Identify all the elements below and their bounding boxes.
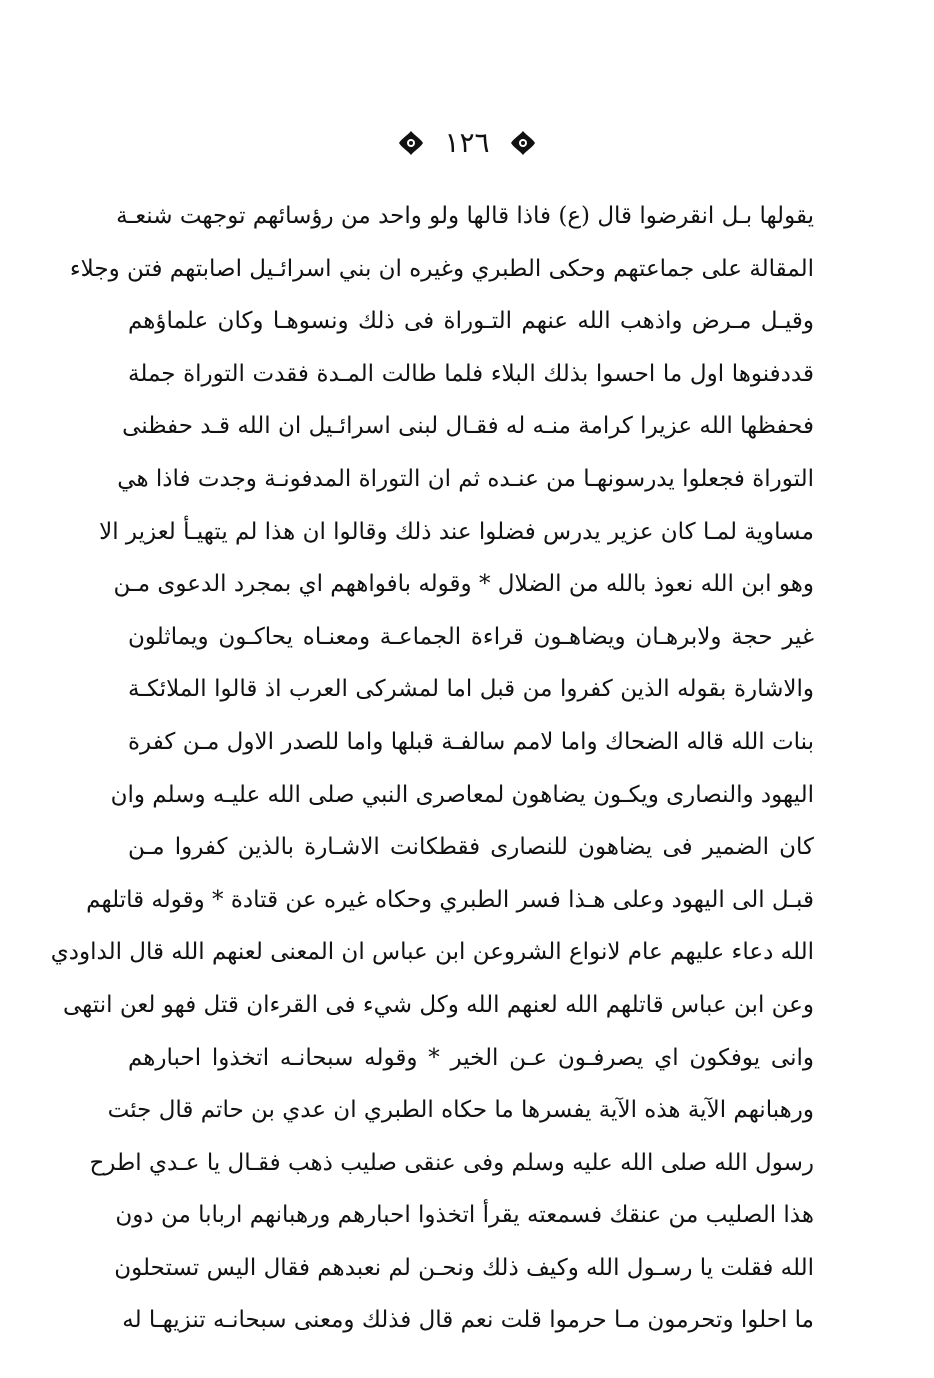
text-line: كان الضمير فى يضاهون للنصارى فقطكانت الاشـارة بالذين كفروا مـن [128, 834, 814, 861]
text-line: هذا الصليب من عنقك فسمعته يقرأ اتخذوا احبارهم ورهبانهم اربابا من دون [115, 1202, 814, 1229]
floral-ornament-icon [394, 126, 428, 160]
text-line: وانى يوفكون اي يصرفـون عـن الخير * وقوله سبحانـه اتخذوا احبارهم [128, 1044, 814, 1071]
text-line: وهو ابن الله نعوذ بالله من الضلال * وقوله بافواههم اي بمجرد الدعوى مـن [113, 571, 814, 598]
text-line: رسول الله صلى الله عليه وسلم وفى عنقى صليب ذهب فقـال يا عـدي اطرح [89, 1149, 814, 1176]
text-line: مساوية لمـا كان عزير يدرس فضلوا عند ذلك وقالوا ان هذا لم يتهيـأ لعزير الا [99, 518, 814, 545]
text-line: بنات الله قاله الضحاك واما لامم سالفـة قبلها واما للصدر الاول مـن كفرة [128, 728, 814, 755]
text-line: وعن ابن عباس قاتلهم الله لعنهم الله وكل شيء فى القرءان قتل فهو لعن انتهى [63, 991, 814, 1018]
text-line: ورهبانهم الآية هذه الآية يفسرها ما حكاه الطبري ان عدي بن حاتم قال جئت [107, 1097, 814, 1124]
body-text [50, 190, 814, 1347]
text-line: الله فقلت يا رسـول الله وكيف ذلك ونحـن لم نعبدهم فقال اليس تستحلون [114, 1254, 814, 1281]
floral-ornament-icon [506, 126, 540, 160]
page-number: ١٢٦ [444, 126, 490, 159]
text-line: الله دعاء عليهم عام لانواع الشروعن ابن عباس ان المعنى لعنهم الله قال الداودي [50, 939, 814, 966]
text-line: المقالة على جماعتهم وحكى الطبري وغيره ان بني اسرائـيل اصابتهم فتن وجلاء [69, 255, 814, 282]
text-line: يقولها بـل انقرضوا قال (ع) فاذا قالها ولو واحد من رؤسائهم توجهت شنعـة [116, 203, 814, 229]
text-line: قبـل الى اليهود وعلى هـذا فسر الطبري وحكاه غيره عن قتادة * وقوله قاتلهم [86, 886, 814, 913]
text-line: فحفظها الله عزيرا كرامة منـه له فقـال لبنى اسرائـيل ان الله قـد حفظنى [122, 413, 814, 440]
text-line: والاشارة بقوله الذين كفروا من قبل اما لمشركى العرب اذ قالوا الملائكـة [128, 676, 814, 703]
text-line: قددفنوها اول ما احسوا بذلك البلاء فلما طالت المـدة فقدت التوراة جملة [128, 360, 814, 387]
text-line: ما احلوا وتحرمون مـا حرموا قلت نعم قال فذلك ومعنى سبحانـه تنزيهـا له [122, 1307, 814, 1334]
page-header [0, 118, 934, 168]
text-line: اليهود والنصارى ويكـون يضاهون لمعاصرى النبي صلى الله عليـه وسلم وان [110, 781, 814, 808]
text-line: غير حجة ولابرهـان ويضاهـون قراءة الجماعـة ومعنـاه يحاكـون ويماثلون [128, 623, 814, 650]
text-line: وقيـل مـرض واذهب الله عنهم التـوراة فى ذلك ونسوهـا وكان علماؤهم [128, 308, 814, 335]
text-line: التوراة فجعلوا يدرسونهـا من عنـده ثم ان التوراة المدفونـة وجدت فاذا هي [117, 465, 814, 492]
